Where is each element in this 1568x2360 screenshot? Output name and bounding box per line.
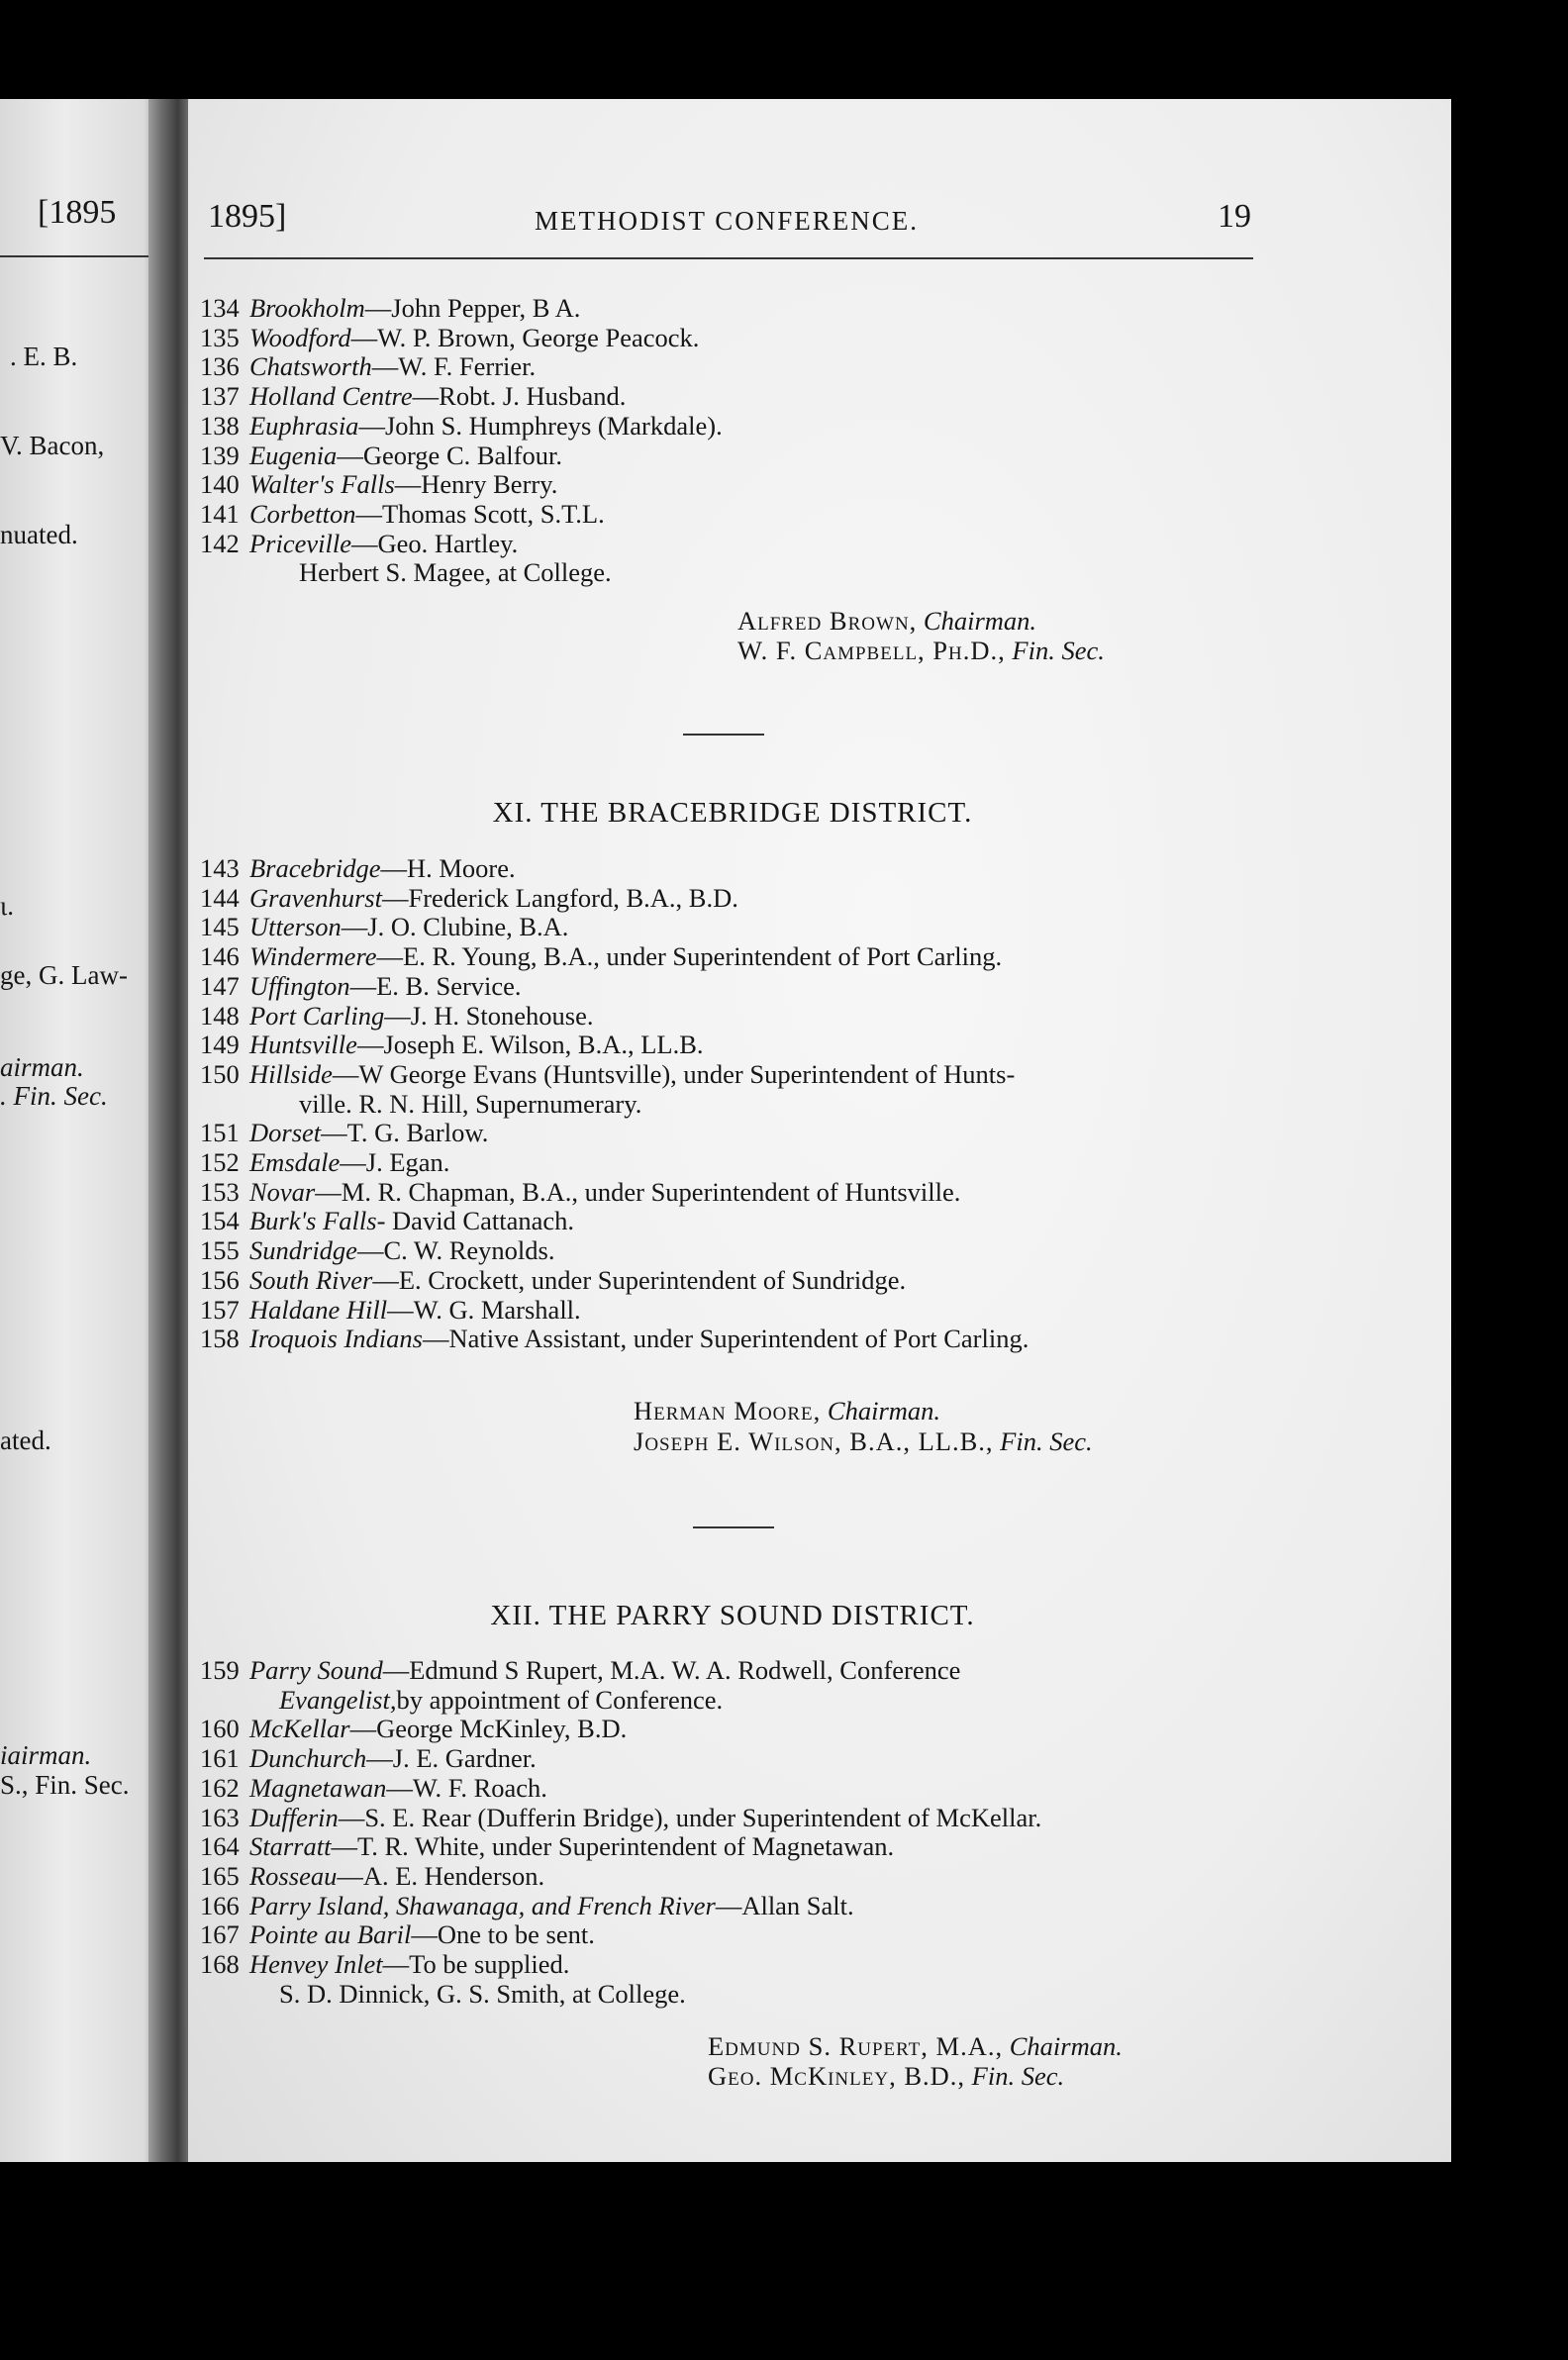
circuit-place: Eugenia [249,440,338,470]
circuit-number: 138 [200,410,240,441]
book-page [188,99,1451,2162]
circuit-number: 150 [200,1058,240,1089]
circuit-entry [200,1119,1029,1148]
circuit-entry [200,972,1029,1002]
circuit-text: —M. R. Chapman, B.A., under Superintendent of Huntsville. [315,1176,961,1207]
circuit-place: Chatsworth [249,351,372,382]
circuit-text: —W. F. Ferrier. [371,351,537,382]
circuit-number: 161 [200,1743,240,1774]
circuit-text: —Frederick Langford, B.A., B.D. [381,882,738,913]
circuit-text: —Edmund S Rupert, M.A. W. A. Rodwell, Conference [382,1655,961,1685]
circuit-number: 148 [200,1000,240,1031]
previous-page-fragment: V. Bacon, [0,431,105,460]
college-note: Herbert S. Magee, at College. [299,557,612,588]
circuit-entry [200,942,1029,972]
circuit-place: Windermere [249,941,377,972]
circuit-text: by appointment of Conference. [396,1684,724,1715]
previous-page-fragment: iairman. [0,1740,92,1770]
circuit-place: Hillside [249,1058,333,1089]
previous-page-rule [0,255,148,257]
circuit-text: —W. F. Roach. [386,1772,547,1803]
circuit-number: 156 [200,1264,240,1295]
circuit-text: —George C. Balfour. [337,440,562,470]
circuit-text: —T. G. Barlow. [321,1118,489,1148]
circuit-text: ville. R. N. Hill, Supernumerary. [299,1088,642,1119]
chairman-name: Herman Moore, [634,1396,822,1426]
circuit-place: Burk's Falls [249,1206,377,1236]
circuit-number: 168 [200,1949,240,1980]
chairman-name: Alfred Brown, [737,606,918,636]
circuit-number: 155 [200,1235,240,1266]
chairman-title: Chairman. [827,1396,941,1426]
circuit-number: 164 [200,1831,240,1862]
circuit-entry [200,412,723,442]
chairman-title: Chairman. [1009,2031,1123,2061]
circuit-place: South River [249,1264,373,1295]
circuit-entry [200,1236,1029,1266]
circuit-number: 157 [200,1294,240,1325]
circuit-entry [200,1715,1041,1744]
circuit-place: Corbetton [249,498,356,529]
circuit-text: —Geo. Hartley. [351,528,519,558]
circuit-text: —E. B. Service. [349,970,522,1001]
circuit-list-section-x [200,294,723,588]
circuit-text: - David Cattanach. [376,1206,575,1236]
circuit-entry [200,1296,1029,1326]
circuit-place: Novar [249,1176,316,1207]
circuit-list-section-xi [200,854,1029,1354]
chairman-title: Chairman. [923,606,1037,636]
secretary-name: Joseph E. Wilson, B.A., LL.B., [634,1426,994,1456]
circuit-place: Walter's Falls [249,469,395,500]
circuit-place: Holland Centre [249,381,413,412]
circuit-entry [200,884,1029,914]
district-heading: XII. THE PARRY SOUND DISTRICT. [490,1600,975,1631]
circuit-place: Magnetawan [249,1772,387,1803]
circuit-entry [200,1207,1029,1236]
circuit-number: 158 [200,1324,240,1354]
college-note: S. D. Dinnick, G. S. Smith, at College. [279,1978,686,2009]
circuit-place: Euphrasia [249,410,359,441]
circuit-text: —W. P. Brown, George Peacock. [350,322,700,352]
secretary-signature [708,2061,1064,2091]
header-year: 1895] [208,198,287,235]
circuit-entry [200,854,1029,884]
circuit-text: —One to be sent. [411,1919,595,1950]
circuit-place: Bracebridge [249,853,381,883]
section-divider [683,734,764,736]
circuit-number: 142 [200,528,240,558]
chairman-name: Edmund S. Rupert, M.A., [708,2031,1004,2061]
circuit-place: Port Carling [249,1000,385,1031]
circuit-number: 160 [200,1714,240,1744]
circuit-entry [200,324,723,353]
secretary-signature [737,636,1105,665]
circuit-place [249,1090,299,1120]
circuit-text: —S. E. Rear (Dufferin Bridge), under Superintendent of McKellar. [338,1802,1042,1832]
circuit-number: 139 [200,440,240,470]
circuit-text: —Thomas Scott, S.T.L. [355,498,605,529]
circuit-number: 151 [200,1118,240,1148]
circuit-number: 145 [200,912,240,942]
previous-page-fragment: airman. [0,1052,84,1082]
section-divider [693,1526,774,1528]
circuit-number: 140 [200,469,240,500]
circuit-text: —Native Assistant, under Superintendent of Port Carling. [422,1324,1029,1354]
circuit-place: Huntsville [249,1030,357,1060]
circuit-entry [200,470,723,500]
secretary-signature [634,1426,1093,1456]
circuit-entry [200,1060,1029,1090]
circuit-entry [200,1892,1041,1921]
circuit-entry [200,1804,1041,1833]
circuit-entry [200,500,723,530]
circuit-place: Pointe au Baril [249,1919,412,1950]
circuit-entry [200,1325,1029,1354]
circuit-entry [200,382,723,412]
circuit-text: —Henry Berry. [394,469,558,500]
circuit-number: 162 [200,1772,240,1803]
circuit-place: Emsdale [249,1147,341,1178]
circuit-text: —C. W. Reynolds. [356,1235,555,1266]
header-rule [204,257,1253,259]
circuit-place: Dunchurch [249,1743,367,1774]
circuit-place: Brookholm [249,293,365,323]
secretary-name: W. F. Campbell, Ph.D., [737,636,1006,665]
circuit-text: —W. G. Marshall. [387,1294,581,1325]
circuit-place: Iroquois Indians [249,1324,423,1354]
chairman-signature [708,2031,1123,2061]
circuit-number: 147 [200,970,240,1001]
previous-page-fragment: . E. B. [10,342,78,371]
circuit-place: Sundridge [249,1235,357,1266]
district-heading: XI. THE BRACEBRIDGE DISTRICT. [492,797,973,829]
page-number: 19 [1218,198,1251,235]
circuit-number: 136 [200,351,240,382]
circuit-number: 137 [200,381,240,412]
circuit-number: 149 [200,1030,240,1060]
circuit-number [200,1090,249,1120]
circuit-entry [200,913,1029,942]
circuit-entry [200,1148,1029,1178]
circuit-text: —J. E. Gardner. [366,1743,537,1774]
secretary-title: Fin. Sec. [1000,1426,1093,1456]
previous-page-header: [1895 [38,194,117,231]
circuit-number: 154 [200,1206,240,1236]
circuit-number: 159 [200,1655,240,1685]
circuit-text: —George McKinley, B.D. [349,1714,628,1744]
circuit-text: —John S. Humphreys (Markdale). [358,410,723,441]
circuit-entry [200,1920,1041,1950]
circuit-text: —H. Moore. [380,853,516,883]
circuit-number: 152 [200,1147,240,1178]
circuit-entry [200,352,723,382]
circuit-text: —A. E. Henderson. [337,1860,545,1891]
previous-page-fragment: ge, G. Law- [0,960,128,990]
circuit-text: —To be supplied. [382,1949,570,1980]
circuit-entry [200,1950,1041,1980]
circuit-number: 166 [200,1890,240,1920]
previous-page-fragment: ated. [0,1426,51,1455]
circuit-place: Uffington [249,970,350,1001]
circuit-place: Parry Island, Shawanaga, and French River [249,1890,716,1920]
circuit-entry [200,1002,1029,1032]
circuit-entry-continued [200,1090,1029,1120]
circuit-text: —E. Crockett, under Superintendent of Sundridge. [372,1264,907,1295]
circuit-entry [200,1744,1041,1774]
circuit-entry [200,1266,1029,1296]
circuit-place: Evangelist, [279,1684,397,1715]
circuit-number: 153 [200,1176,240,1207]
secretary-name: Geo. McKinley, B.D., [708,2061,966,2091]
circuit-number: 146 [200,941,240,972]
circuit-text: —E. R. Young, B.A., under Superintendent of Port Carling. [376,941,1003,972]
circuit-place: Henvey Inlet [249,1949,383,1980]
circuit-number: 141 [200,498,240,529]
previous-page [0,99,163,2162]
previous-page-fragment: S., Fin. Sec. [0,1770,130,1800]
circuit-number [200,1686,249,1716]
secretary-title: Fin. Sec. [971,2061,1065,2091]
circuit-number: 135 [200,322,240,352]
circuit-place: Priceville [249,528,351,558]
secretary-title: Fin. Sec. [1012,636,1105,665]
circuit-place: Dorset [249,1118,322,1148]
circuit-place: Gravenhurst [249,882,382,913]
circuit-entry [200,442,723,471]
previous-page-fragment: nuated. [0,520,78,549]
circuit-text: —J. Egan. [340,1147,450,1178]
circuit-place: McKellar [249,1714,350,1744]
running-title: METHODIST CONFERENCE. [535,206,920,236]
circuit-place: Woodford [249,322,351,352]
circuit-text: —J. H. Stonehouse. [384,1000,594,1031]
chairman-signature [634,1396,940,1426]
circuit-text: —J. O. Clubine, B.A. [341,912,569,942]
circuit-text: —John Pepper, B A. [364,293,581,323]
circuit-number: 163 [200,1802,240,1832]
circuit-entry [200,1832,1041,1862]
circuit-place: Haldane Hill [249,1294,388,1325]
circuit-text: —W George Evans (Huntsville), under Superintendent of Hunts- [332,1058,1016,1089]
circuit-place: Parry Sound [249,1655,383,1685]
previous-page-fragment: ι. [0,891,15,921]
circuit-text: —Allan Salt. [715,1890,854,1920]
circuit-text: —Robt. J. Husband. [412,381,627,412]
previous-page-fragment: . Fin. Sec. [0,1081,108,1111]
circuit-entry [200,1774,1041,1804]
circuit-entry-continued [200,1686,1041,1716]
circuit-list-section-xii [200,1656,1041,2009]
circuit-place: Starratt [249,1831,332,1862]
circuit-entry [200,1178,1029,1208]
circuit-entry [200,294,723,324]
circuit-entry [200,1656,1041,1686]
circuit-text: —T. R. White, under Superintendent of Magnetawan. [331,1831,895,1862]
circuit-text: —Joseph E. Wilson, B.A., LL.B. [356,1030,704,1060]
circuit-place: Utterson [249,912,342,942]
circuit-number: 165 [200,1860,240,1891]
circuit-number: 134 [200,293,240,323]
chairman-signature [737,606,1036,636]
circuit-number: 144 [200,882,240,913]
circuit-entry [200,530,723,559]
circuit-number: 167 [200,1919,240,1950]
circuit-entry [200,1031,1029,1060]
circuit-number: 143 [200,853,240,883]
circuit-place: Dufferin [249,1802,339,1832]
circuit-entry [200,1862,1041,1892]
circuit-place: Rosseau [249,1860,338,1891]
